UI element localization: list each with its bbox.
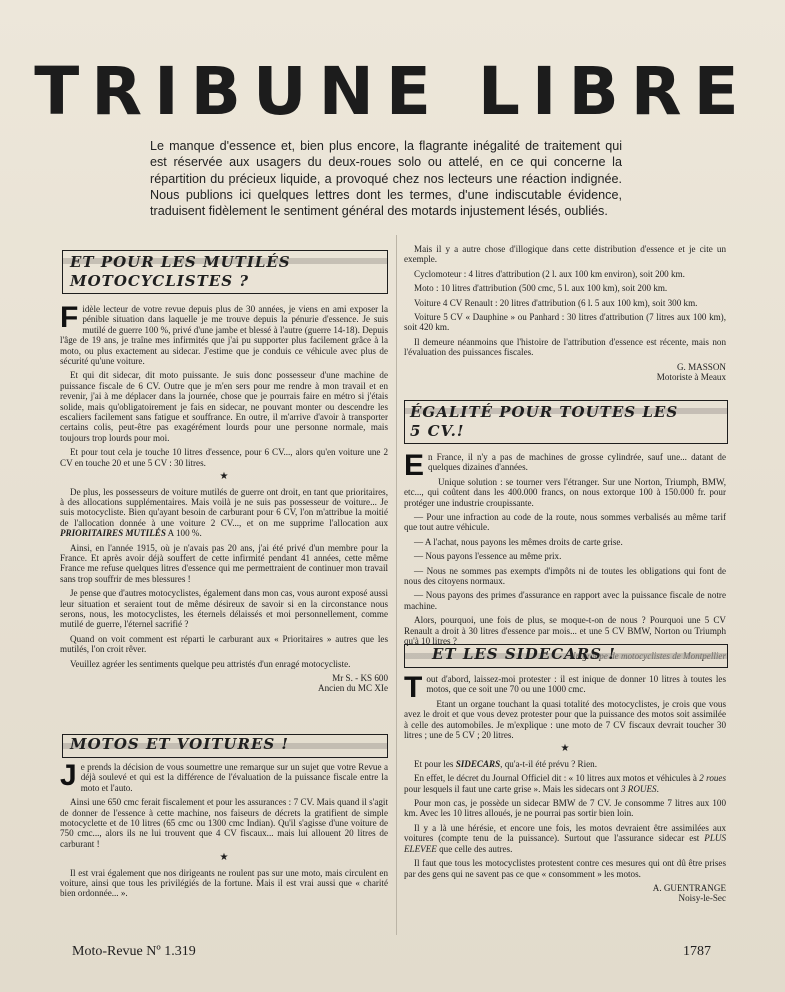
- column-divider: [396, 235, 397, 935]
- article-egalite: En France, il n'y a pas de machines de grosse cylindrée, sauf une... datant de quelques dizaines d'années. Unique solution : se tourner vers l'étranger. Sur une Norton, Triumph, BMW, etc..., qui coûtent dans les 400.000 francs, on nous extorque 100 à 150.000 fr. pour protéger une industrie croupissante. — Pour une infraction au code de la route, nous sommes verbalisés au même tarif que tout autre véhicule. — A l'achat, nous payons les mêmes droits de carte grise. — Nous payons l'essence au même prix. — Nous ne sommes pas exempts d'impôts ni de toutes les obligations qui font de nous des citoyens normaux. — Nous payons des primes d'assurance en rapport avec la puissance fiscale de notre machine. Alors, pourquoi, une fois de plus, se moque-t-on de nous ? Pourquoi une 5 CV Renault a droit à 30 litres d'essence par mois... et une 5 CV BMW, Norton ou Triumph qu'à 10 litres ?: [404, 452, 726, 665]
- article-motos-voitures: Je prends la décision de vous soumettre une remarque sur un sujet que votre Revue a déjà soulevé et qui est la différence de l'évaluation de la puissance fiscale entre la moto et l'auto. Ainsi une 650 cmc ferait fiscalement et pour les assurances : 7 CV. Mais quand il s'agit de donner de l'essence à cette machine, nos faiseurs de décrets la gratifient de simple motocyclette et de 10 litres (65 cmc ou 1300 cmc Indian). Qu'il s'agisse d'une voiture de 750 cmc..., alors ils ne lui trouvent que 4 CV fiscaux... mais lui allouent 20 litres de carburant ! ★ Il est vrai également que nos dirigeants ne roulent pas sur une moto, mais circulent en voiture, ainsi que tous les privilégiés de la fortune. Mais il est vrai aussi que « charité bien ordonnée... ».: [60, 759, 388, 899]
- heading-sidecars: ET LES SIDECARS !: [432, 645, 616, 663]
- article-motos-voitures-continued: Mais il y a autre chose d'illogique dans cette distribution d'essence et je cite un exemple. Cyclomoteur : 4 litres d'attribution (2 l. aux 100 km environ), soit 200 km. Moto : 10 litres d'attribution (500 cmc, 5 l. aux 100 km), soit 200 km. Voiture 4 CV Renault : 20 litres d'attribution (6 l. 5 aux 100 km), soit 300 km. Voiture 5 CV « Dauphine » ou Panhard : 30 litres d'attribution (7 litres aux 100 km), soit 420 km. Il demeure néanmoins que l'histoire de l'attribution d'essence est récente, mais non l'évaluation des puissances fiscales. G. MASSON Motoriste à Meaux: [404, 244, 726, 383]
- signature-name: Mr S. - KS 600: [332, 673, 388, 683]
- signature-detail: Motoriste à Meaux: [656, 372, 726, 383]
- signature-name: A. GUENTRANGE: [652, 882, 726, 893]
- footer-page-number: 1787: [683, 944, 711, 959]
- signature-detail: Ancien du MC XIe: [318, 683, 388, 694]
- signature-detail: Noisy-le-Sec: [678, 893, 726, 904]
- intro-paragraph: Le manque d'essence et, bien plus encore, la flagrante inégalité de traitement qui est réservée aux usagers du deux-roues solo ou attelé, en ce qui concerne la répartition du précieux liquide, a provoqué chez nos lecteurs une réaction indignée. Nous publions ici quelques lettres dont les termes, d'une indiscutable évidence, traduisent fidèlement le sentiment général des motards injustement lésés, oubliés.: [150, 139, 622, 219]
- drop-cap: J: [60, 759, 77, 792]
- drop-cap: E: [404, 449, 425, 482]
- heading-motos-voitures: MOTOS ET VOITURES !: [70, 735, 290, 753]
- signature-name: G. MASSON: [676, 361, 726, 372]
- separator-star: ★: [219, 471, 229, 483]
- drop-cap: F: [60, 301, 79, 334]
- heading-egalite: ÉGALITÉ POUR TOUTES LES 5 CV.!: [410, 403, 679, 440]
- page-title: TRIBUNE LIBRE: [34, 53, 751, 130]
- drop-cap: T: [404, 671, 423, 704]
- separator-star: ★: [219, 852, 229, 864]
- article-mutiles: Fidèle lecteur de votre revue depuis plus de 30 années, je viens en ami exposer la pénible situation dans laquelle je me trouve depuis la pénurie d'essence. Je suis mutilé de guerre 100 %, privé d'une jambe et blessé à l'autre (guerre 14-18). Depuis l'âge de 19 ans, je traîne mes infirmités que j'ai pu supporter plus facilement grâce à la moto, ou plus exactement au sidecar. J'estime que je conduis ce véhicule avec plus de sécurité qu'une voiture. Et qui dit sidecar, dit moto puissante. Je suis donc possesseur d'une machine de puissance fiscale de 6 CV. Outre que je m'en sers pour me rendre à mon travail et en revenir, j'ai à me déplacer dans la journée, chose que je pourrais faire en métro si j'étais solide, mais qu'obligatoirement je fais en sidecar, ne pouvant monter ou descendre les escaliers facilement sans fatigue et souffrance. En outre, il m'arrive d'avoir à transporter certains colis, peut-être pas exagérément lourds pour une personne normale, mais toujours trop lourds pour moi. Et pour tout cela je touche 10 litres d'essence, pour 6 CV..., alors qu'en voiture une 2 CV en touche 20 et une 5 CV : 30 litres. ★ De plus, les possesseurs de voiture mutilés de guerre ont droit, en tant que prioritaires, à des allocations supplémentaires. Mais voilà je ne suis pas possesseur de voiture... Je suis motocycliste. Bien qu'ayant besoin de carburant pour 6 CV, l'on m'attribue la moitié de l'allocation donnée à une voiture 2 CV..., et on me supprime l'allocation aux PRIORITAIRES MUTILÉS A 100 %. Ainsi, en l'année 1915, où je n'avais pas 20 ans, j'ai été privé d'un membre pour la France. Et après avoir déjà souffert de cette infirmité pendant 41 années, cette même France me refuse quelques litres d'essence qui me permettraient de continuer mon travail sans trop souffrir de mes blessures ! Je pense que d'autres motocyclistes, également dans mon cas, vous auront exposé aussi leur situation et seraient tout de même désireux de savoir si en la circonstance nous serons, nous, les motocyclistes, les éternels délaissés et moi personnellement, comme mutilé de guerre, l'éternel sacrifié ? Quand on voit comment est réparti le carburant aux « Prioritaires » autres que les mutilés, l'on croit rêver. Veuillez agréer les sentiments quelque peu attristés d'un enragé motocycliste. Mr S. - KS 600 Ancien du MC XIe: [60, 301, 388, 694]
- heading-mutiles: ET POUR LES MUTILÉS MOTOCYCLISTES ?: [70, 253, 291, 290]
- separator-star: ★: [560, 743, 570, 755]
- footer-issue: Moto-Revue Nº 1.319: [72, 944, 196, 959]
- article-sidecars: Tout d'abord, laissez-moi protester : il est inique de donner 10 litres à toutes les motos, que ce soit une 70 ou une 1000 cmc. Etant un organe touchant la quasi totalité des motocyclistes, je crois que vous avez le droit et que vous devez protester pour que la puissance des motos soit assimilée à celle des automobiles. Je m'explique : une moto de 7 CV fiscaux devrait toucher 30 litres ; une de 5 CV ; 20 litres. ★ Et pour les SIDECARS, qu'a-t-il été prévu ? Rien. En effet, le décret du Journal Officiel dit : « 10 litres aux motos et véhicules à 2 roues pour lesquels il faut une carte grise ». Mais les sidecars ont 3 ROUES. Pour mon cas, je possède un sidecar BMW de 7 CV. Je consomme 7 litres aux 100 km. Avec les 10 litres alloués, je ne pourrai pas sortir bien loin. Il y a là une hérésie, et encore une fois, les motos devraient être assimilées aux voitures (compte tenu de la puissance). Surtout que l'assurance sidecar est PLUS ELEVEE que celle des autres. Il faut que tous les motocyclistes protestent contre ces mesures qui ont dû être prises par des gens qui ne savent pas ce que « consomment » les motos. A. GUENTRANGE Noisy-le-Sec: [404, 671, 726, 904]
